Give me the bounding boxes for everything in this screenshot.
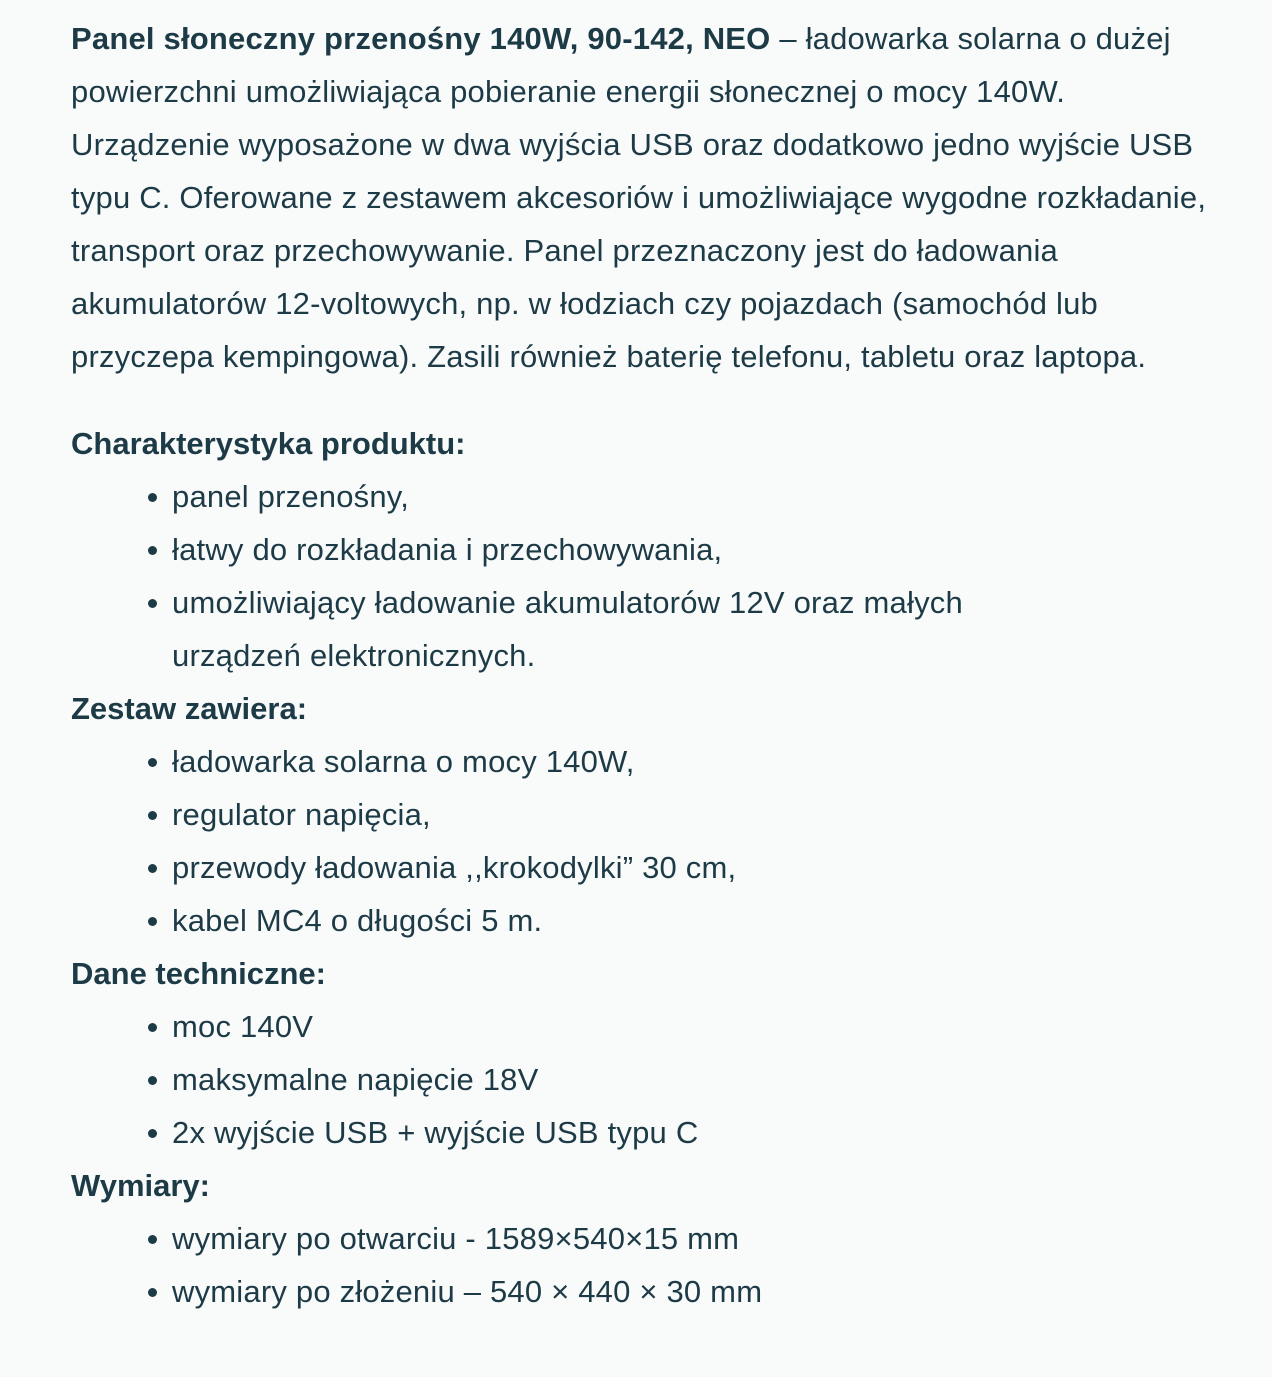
product-description (71, 12, 1211, 1318)
bullet-icon (148, 1076, 157, 1085)
bullet-icon (148, 811, 157, 820)
list-item: kabel MC4 o długości 5 m. (172, 894, 1211, 947)
bullet-icon (148, 493, 157, 502)
intro-paragraph (71, 12, 1211, 383)
bullet-icon (148, 1288, 157, 1297)
bullet-icon (148, 546, 157, 555)
kit-heading: Zestaw zawiera: (71, 691, 308, 726)
bullet-icon (148, 1235, 157, 1244)
specs-heading: Dane techniczne: (71, 956, 326, 991)
bullet-icon (148, 1023, 157, 1032)
list-item: regulator napięcia, (172, 788, 1211, 841)
list-item: wymiary po otwarciu - 1589×540×15 mm (172, 1212, 1211, 1265)
list-item: wymiary po złożeniu – 540 × 440 × 30 mm (172, 1265, 1211, 1318)
list-item: ładowarka solarna o mocy 140W, (172, 735, 1211, 788)
list-item: umożliwiający ładowanie akumulatorów 12V oraz małych urządzeń elektronicznych. (172, 576, 1072, 682)
list-item: 2x wyjście USB + wyjście USB typu C (172, 1106, 1211, 1159)
list-item: panel przenośny, (172, 470, 1211, 523)
characteristics-list (71, 470, 1211, 682)
bullet-icon (148, 1129, 157, 1138)
intro-text: – ładowarka solarna o dużej powierzchni umożliwiająca pobieranie energii słonecznej o mocy 140W. Urządzenie wyposażone w dwa wyjścia USB oraz dodatkowo jedno wyjście USB typu C. Oferowane z zestawem akcesoriów i umożliwiające wygodne rozkładanie, transport oraz przechowywanie. Panel przeznaczony jest do ładowania akumulatorów 12-voltowych, np. w łodziach czy pojazdach (samochód lub przyczepa kempingowa). Zasili również baterię telefonu, tabletu oraz laptopa. (71, 21, 1207, 374)
list-item: przewody ładowania ,,krokodylki” 30 cm, (172, 841, 1211, 894)
bullet-icon (148, 864, 157, 873)
list-item: łatwy do rozkładania i przechowywania, (172, 523, 1211, 576)
bullet-icon (148, 917, 157, 926)
bullet-icon (148, 599, 157, 608)
product-title: Panel słoneczny przenośny 140W, 90-142, NEO (71, 21, 771, 56)
list-item: moc 140V (172, 1000, 1211, 1053)
dimensions-heading: Wymiary: (71, 1168, 210, 1203)
list-item: maksymalne napięcie 18V (172, 1053, 1211, 1106)
kit-list (71, 735, 1211, 947)
specs-list (71, 1000, 1211, 1159)
dimensions-list (71, 1212, 1211, 1318)
characteristics-heading: Charakterystyka produktu: (71, 426, 466, 461)
bullet-icon (148, 758, 157, 767)
